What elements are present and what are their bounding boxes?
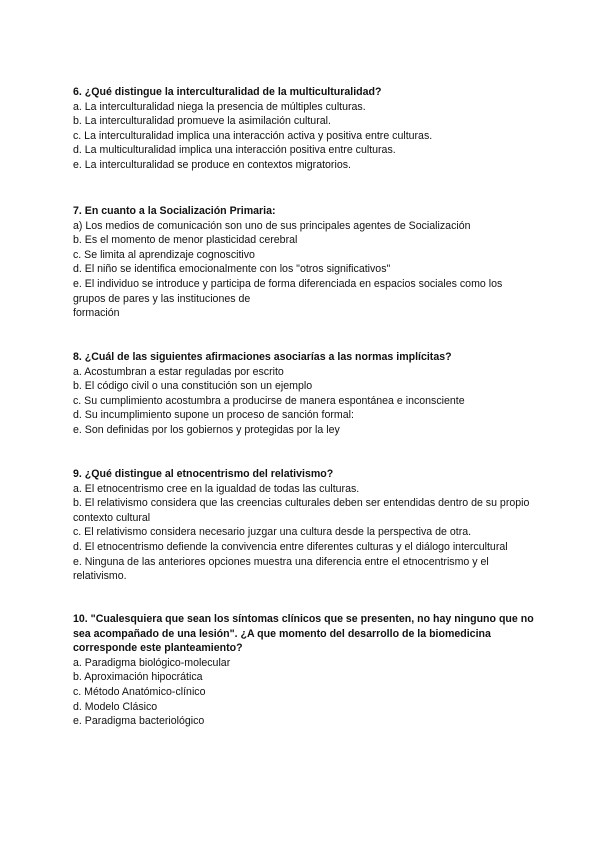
question-8: [73, 350, 535, 438]
option-d: d. Modelo Clásico: [73, 700, 158, 713]
question-10: [73, 612, 535, 729]
option-e-continuation: formación: [73, 307, 120, 320]
question-title: 7. En cuanto a la Socialización Primaria:: [73, 205, 276, 217]
option-d: d. Su incumplimiento supone un proceso de sanción formal:: [73, 409, 354, 422]
option-a: a. Acostumbran a estar reguladas por escrito: [73, 365, 284, 378]
option-c: c. Su cumplimiento acostumbra a producirse de manera espontánea e inconsciente: [73, 394, 465, 407]
option-c: c. El relativismo considera necesario juzgar una cultura desde la perspectiva de otra.: [73, 526, 472, 539]
option-c: c. Se limita al aprendizaje cognoscitivo: [73, 248, 255, 261]
option-d: d. La multiculturalidad implica una interacción positiva entre culturas.: [73, 144, 396, 157]
option-e: e. Son definidas por los gobiernos y protegidas por la ley: [73, 423, 340, 436]
option-b: b. Es el momento de menor plasticidad cerebral: [73, 234, 298, 247]
option-a: a. El etnocentrismo cree en la igualdad de todas las culturas.: [73, 482, 360, 495]
question-6: [73, 85, 535, 173]
option-b: b. La interculturalidad promueve la asimilación cultural.: [73, 115, 331, 128]
option-e: e. La interculturalidad se produce en contextos migratorios.: [73, 158, 351, 171]
option-c: c. La interculturalidad implica una interacción activa y positiva entre culturas.: [73, 129, 433, 142]
option-a: a. Paradigma biológico-molecular: [73, 656, 231, 669]
option-b: b. Aproximación hipocrática: [73, 671, 203, 684]
question-title: 6. ¿Qué distingue la interculturalidad de la multiculturalidad?: [73, 86, 382, 98]
option-d: d. El niño se identifica emocionalmente con los "otros significativos": [73, 263, 391, 276]
option-e: e. Paradigma bacteriológico: [73, 715, 205, 728]
option-d: d. El etnocentrismo defiende la convivencia entre diferentes culturas y el diálogo intercultural: [73, 540, 508, 553]
question-title: 9. ¿Qué distingue al etnocentrismo del relativismo?: [73, 468, 334, 480]
option-b: b. El código civil o una constitución son un ejemplo: [73, 380, 313, 393]
question-9: [73, 467, 535, 584]
question-7: [73, 204, 535, 321]
option-e: e. El individuo se introduce y participa de forma diferenciada en espacios sociales como los grupos de pares y las instituciones de: [73, 277, 503, 305]
option-a: a) Los medios de comunicación son uno de sus principales agentes de Socialización: [73, 219, 471, 232]
option-e: e. Ninguna de las anteriores opciones muestra una diferencia entre el etnocentrismo y el relativismo.: [73, 555, 489, 583]
option-b: b. El relativismo considera que las creencias culturales deben ser entendidas dentro de su propio contexto cultural: [73, 497, 530, 524]
option-a: a. La interculturalidad niega la presencia de múltiples culturas.: [73, 100, 366, 113]
question-title: 10. "Cualesquiera que sean los síntomas clínicos que se presenten, no hay ninguno que no sea acompañado de una lesión". ¿A que momento del desarrollo de la biomedicina corresponde este planteamiento?: [73, 613, 534, 655]
option-c: c. Método Anatómico-clínico: [73, 685, 206, 698]
question-title: 8. ¿Cuál de las siguientes afirmaciones asociarías a las normas implícitas?: [73, 351, 452, 363]
